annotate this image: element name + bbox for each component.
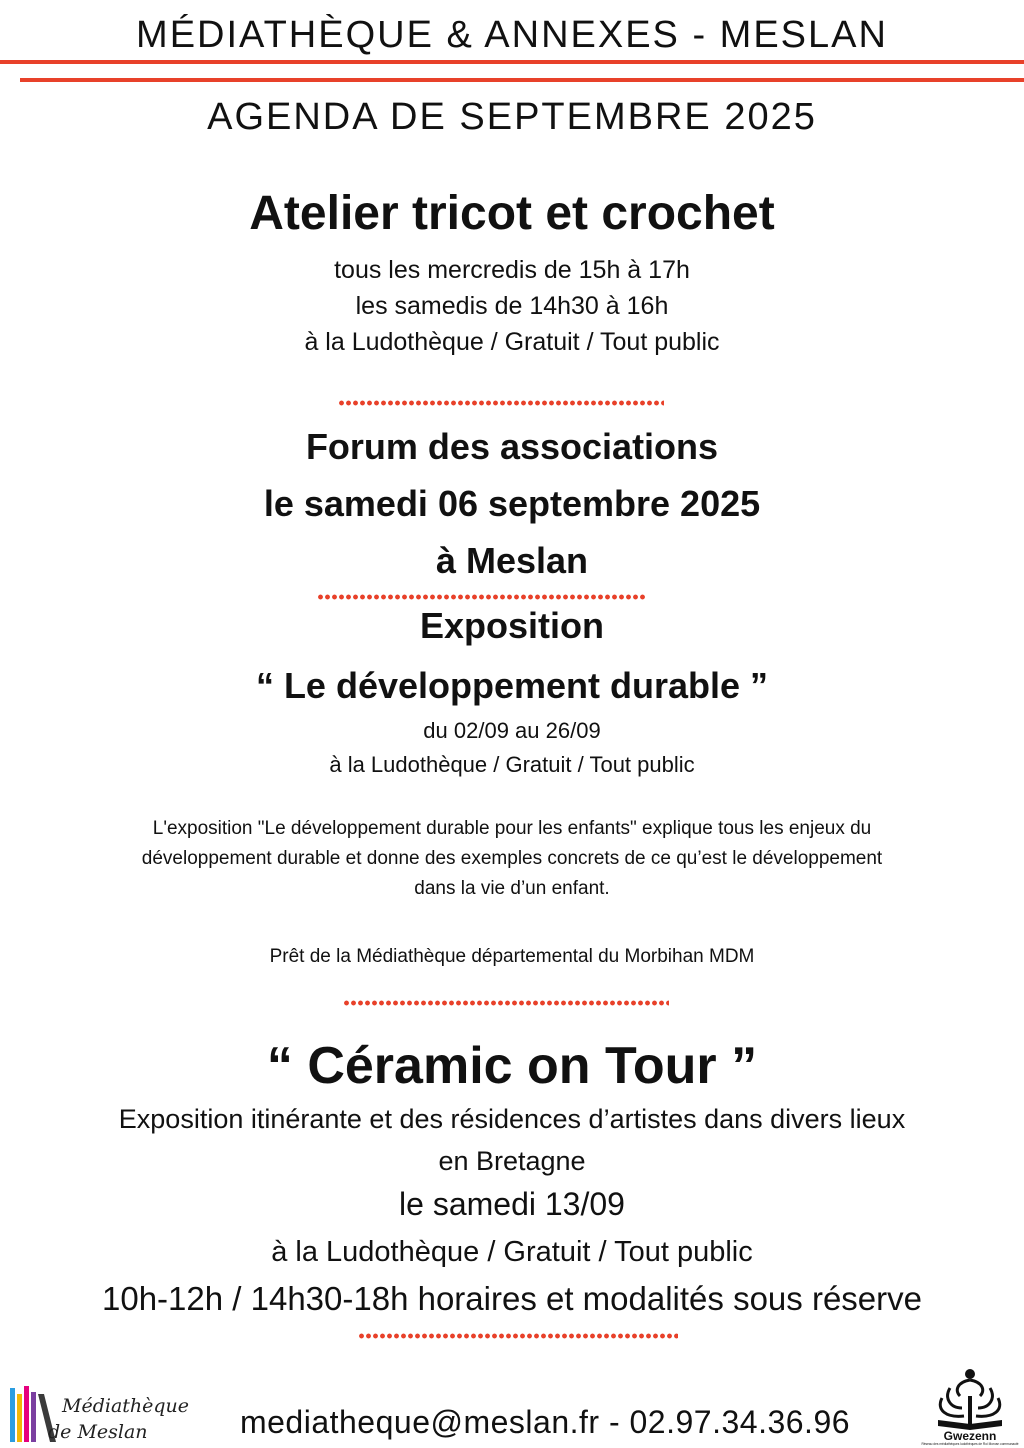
- dotted-separator: [343, 1000, 669, 1006]
- event-ceramic-date: le samedi 13/09: [399, 1186, 625, 1222]
- event-exhibition-description: dans la vie d’un enfant.: [414, 878, 610, 899]
- event-exhibition-description: développement durable et donne des exemples concrets de ce qu’est le développement: [141, 848, 883, 869]
- tree-book-icon: [920, 1368, 1020, 1446]
- event-ceramic-line: en Bretagne: [438, 1146, 586, 1176]
- event-ceramic-line: Exposition itinérante et des résidences d’artistes dans divers lieux: [118, 1104, 906, 1134]
- event-exhibition-subtitle: “ Le développement durable ”: [255, 665, 769, 706]
- event-forum-line: Forum des associations: [305, 426, 719, 467]
- event-exhibition-title: Exposition: [419, 605, 604, 646]
- event-knitting-line: les samedis de 14h30 à 16h: [355, 292, 669, 320]
- header-rule-bottom: [20, 78, 1024, 82]
- event-ceramic-place: à la Ludothèque / Gratuit / Tout public: [271, 1236, 753, 1268]
- svg-text:de Meslan: de Meslan: [48, 1421, 148, 1443]
- event-ceramic-title: “ Céramic on Tour ”: [266, 1037, 758, 1095]
- header-title: MÉDIATHÈQUE & ANNEXES - MESLAN: [136, 14, 888, 56]
- svg-text:Gwezenn: Gwezenn: [943, 1429, 997, 1443]
- event-forum-line: le samedi 06 septembre 2025: [263, 483, 761, 524]
- event-exhibition-place: à la Ludothèque / Gratuit / Tout public: [329, 752, 695, 777]
- event-ceramic-hours: 10h-12h / 14h30-18h horaires et modalités sous réserve: [102, 1280, 922, 1317]
- dotted-separator: [358, 1333, 678, 1339]
- books-logo-icon: [8, 1384, 198, 1444]
- mediatheque-logo: [8, 1384, 198, 1444]
- event-knitting-title: Atelier tricot et crochet: [249, 187, 775, 240]
- header-rule-top: [0, 60, 1024, 64]
- event-exhibition-dates: du 02/09 au 26/09: [423, 718, 601, 743]
- event-knitting-line: à la Ludothèque / Gratuit / Tout public: [304, 328, 720, 356]
- agenda-title: AGENDA DE SEPTEMBRE 2025: [207, 96, 817, 138]
- svg-text:Réseau des médiathèques ludoth: Réseau des médiathèques ludothèques de Roi Morvan communauté: [921, 1442, 1019, 1446]
- event-forum-line: à Meslan: [435, 540, 589, 581]
- dotted-separator: [338, 400, 664, 406]
- footer-contact: mediatheque@meslan.fr - 02.97.34.36.96: [239, 1404, 851, 1440]
- dotted-separator: [317, 594, 645, 600]
- gwezenn-logo: [920, 1368, 1020, 1446]
- svg-text:Médiathèque: Médiathèque: [62, 1395, 190, 1417]
- event-knitting-line: tous les mercredis de 15h à 17h: [334, 256, 690, 284]
- event-exhibition-credit: Prêt de la Médiathèque départemental du Morbihan MDM: [269, 946, 755, 967]
- event-exhibition-description: L'exposition "Le développement durable pour les enfants" explique tous les enjeux du: [152, 818, 872, 839]
